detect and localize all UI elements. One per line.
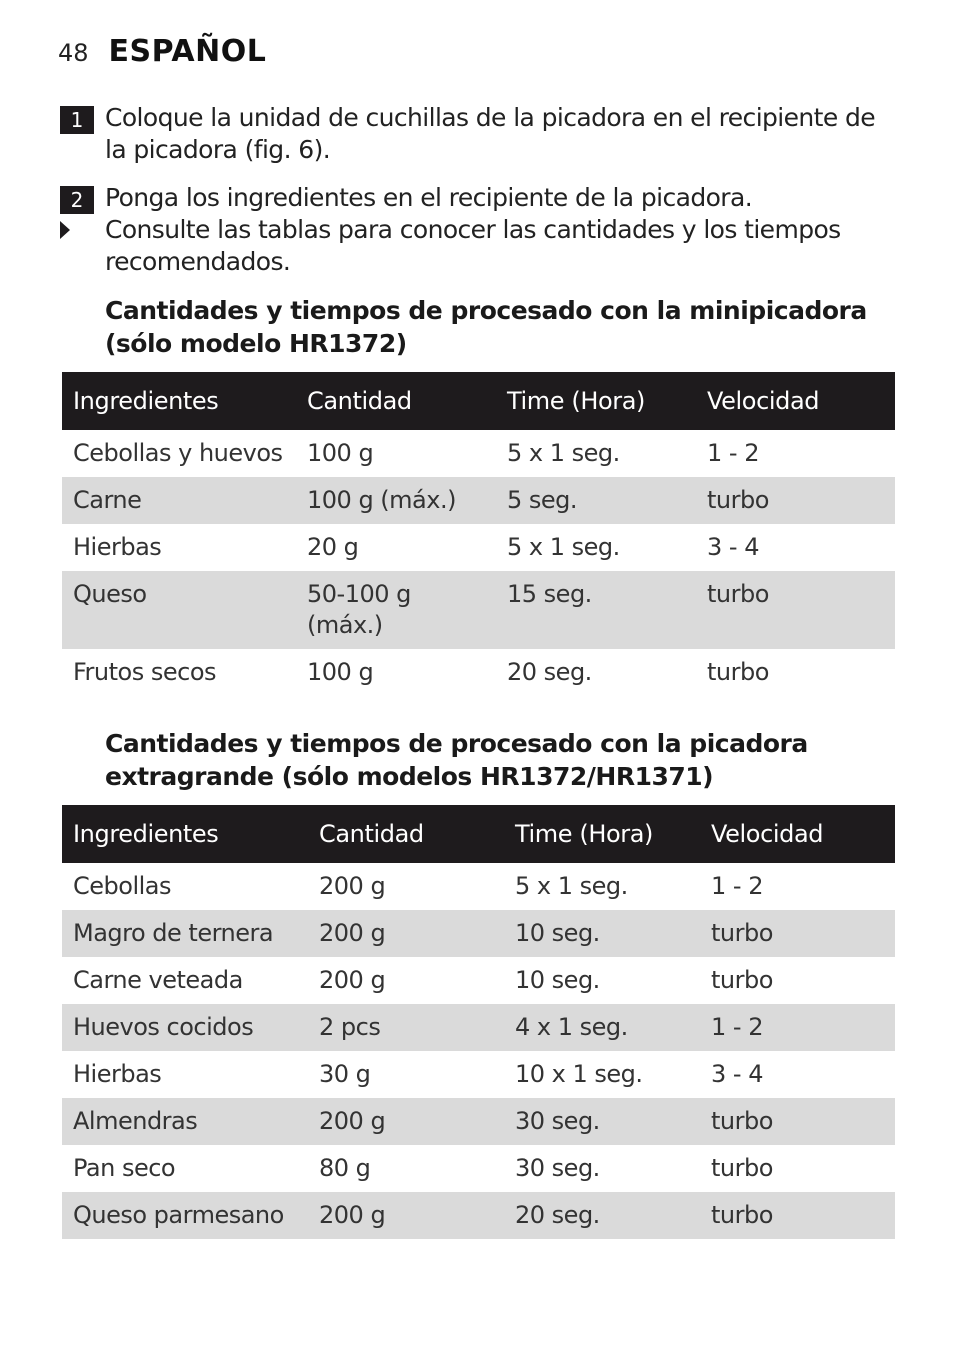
table-row	[62, 910, 895, 957]
table-row	[62, 649, 895, 696]
table-header-row	[62, 372, 895, 430]
table-header-row	[62, 805, 895, 863]
cell-ingredient: Carne	[62, 477, 296, 524]
cell-quantity: 80 g	[319, 1154, 371, 1182]
cell-time: 10 seg.	[515, 966, 600, 994]
cell-ingredient: Queso	[62, 571, 296, 649]
cell-speed: 1 - 2	[707, 439, 759, 467]
table-picadora-extragrande	[62, 805, 895, 1239]
table-row	[62, 1145, 895, 1192]
header-velocidad: Velocidad	[700, 805, 895, 863]
bullet-item	[60, 214, 895, 278]
table-row	[62, 1004, 895, 1051]
table-row	[62, 1051, 895, 1098]
header-ingredientes: Ingredientes	[62, 805, 308, 863]
step-number-badge: 1	[60, 106, 94, 134]
table-row	[62, 863, 895, 910]
cell-ingredient: Almendras	[62, 1098, 308, 1145]
table-row	[62, 571, 895, 649]
cell-time: 30 seg.	[515, 1154, 600, 1182]
cell-speed: turbo	[711, 966, 773, 994]
bullet-triangle-icon	[60, 214, 94, 246]
cell-speed: turbo	[696, 477, 895, 524]
cell-ingredient: Carne veteada	[73, 966, 243, 994]
table-row	[62, 524, 895, 571]
cell-ingredient: Pan seco	[73, 1154, 176, 1182]
header-ingredientes: Ingredientes	[62, 372, 296, 430]
cell-ingredient: Hierbas	[73, 533, 162, 561]
cell-time: 15 seg.	[496, 571, 696, 649]
cell-ingredient: Frutos secos	[73, 658, 217, 686]
header-time: Time (Hora)	[496, 372, 696, 430]
cell-quantity: 200 g	[319, 872, 386, 900]
cell-speed: 1 - 2	[700, 1004, 895, 1051]
cell-ingredient: Cebollas y huevos	[73, 439, 283, 467]
cell-time: 5 x 1 seg.	[507, 533, 620, 561]
cell-time: 4 x 1 seg.	[504, 1004, 700, 1051]
cell-speed: turbo	[700, 910, 895, 957]
step-2	[60, 182, 895, 214]
cell-speed: turbo	[707, 658, 769, 686]
page-header	[58, 34, 266, 69]
bullet-text: Consulte las tablas para conocer las cantidades y los tiempos recomendados.	[105, 215, 841, 276]
cell-speed: turbo	[700, 1098, 895, 1145]
table-row	[62, 477, 895, 524]
cell-quantity: 100 g	[307, 658, 374, 686]
step-1	[60, 102, 895, 166]
cell-time: 5 x 1 seg.	[515, 872, 628, 900]
table-row	[62, 1098, 895, 1145]
cell-time: 10 seg.	[504, 910, 700, 957]
cell-quantity: 200 g	[308, 1098, 504, 1145]
header-time: Time (Hora)	[504, 805, 700, 863]
cell-quantity: 200 g	[319, 966, 386, 994]
step-text: Ponga los ingredientes en el recipiente de la picadora.	[105, 183, 753, 212]
header-cantidad: Cantidad	[308, 805, 504, 863]
table2-title: Cantidades y tiempos de procesado con la picadora extragrande (sólo modelos HR1372/HR1371)	[105, 729, 808, 791]
cell-ingredient: Hierbas	[73, 1060, 162, 1088]
page-number: 48	[58, 39, 89, 67]
cell-time: 5 x 1 seg.	[507, 439, 620, 467]
cell-ingredient: Magro de ternera	[62, 910, 308, 957]
cell-quantity: 50-100 g (máx.)	[296, 571, 496, 649]
cell-ingredient: Cebollas	[73, 872, 171, 900]
language-heading: ESPAÑOL	[108, 34, 267, 69]
cell-speed: 3 - 4	[707, 533, 759, 561]
cell-time: 20 seg.	[504, 1192, 700, 1239]
cell-ingredient: Huevos cocidos	[62, 1004, 308, 1051]
step-text: Coloque la unidad de cuchillas de la picadora en el recipiente de la picadora (fig. 6).	[105, 103, 876, 164]
step-number-badge: 2	[60, 186, 94, 214]
cell-quantity: 100 g	[307, 439, 374, 467]
cell-quantity: 20 g	[307, 533, 359, 561]
header-cantidad: Cantidad	[296, 372, 496, 430]
table-row	[62, 430, 895, 477]
table-minipicadora	[62, 372, 895, 696]
cell-speed: 3 - 4	[711, 1060, 763, 1088]
cell-quantity: 30 g	[319, 1060, 371, 1088]
cell-ingredient: Queso parmesano	[62, 1192, 308, 1239]
cell-time: 5 seg.	[496, 477, 696, 524]
cell-quantity: 100 g (máx.)	[296, 477, 496, 524]
cell-quantity: 200 g	[308, 1192, 504, 1239]
cell-quantity: 2 pcs	[308, 1004, 504, 1051]
cell-time: 20 seg.	[507, 658, 592, 686]
table-row	[62, 1192, 895, 1239]
cell-time: 10 x 1 seg.	[515, 1060, 643, 1088]
cell-time: 30 seg.	[504, 1098, 700, 1145]
cell-speed: 1 - 2	[711, 872, 763, 900]
cell-speed: turbo	[696, 571, 895, 649]
table-row	[62, 957, 895, 1004]
cell-speed: turbo	[711, 1154, 773, 1182]
cell-quantity: 200 g	[308, 910, 504, 957]
header-velocidad: Velocidad	[696, 372, 895, 430]
table1-title: Cantidades y tiempos de procesado con la minipicadora (sólo modelo HR1372)	[105, 296, 867, 358]
cell-speed: turbo	[700, 1192, 895, 1239]
